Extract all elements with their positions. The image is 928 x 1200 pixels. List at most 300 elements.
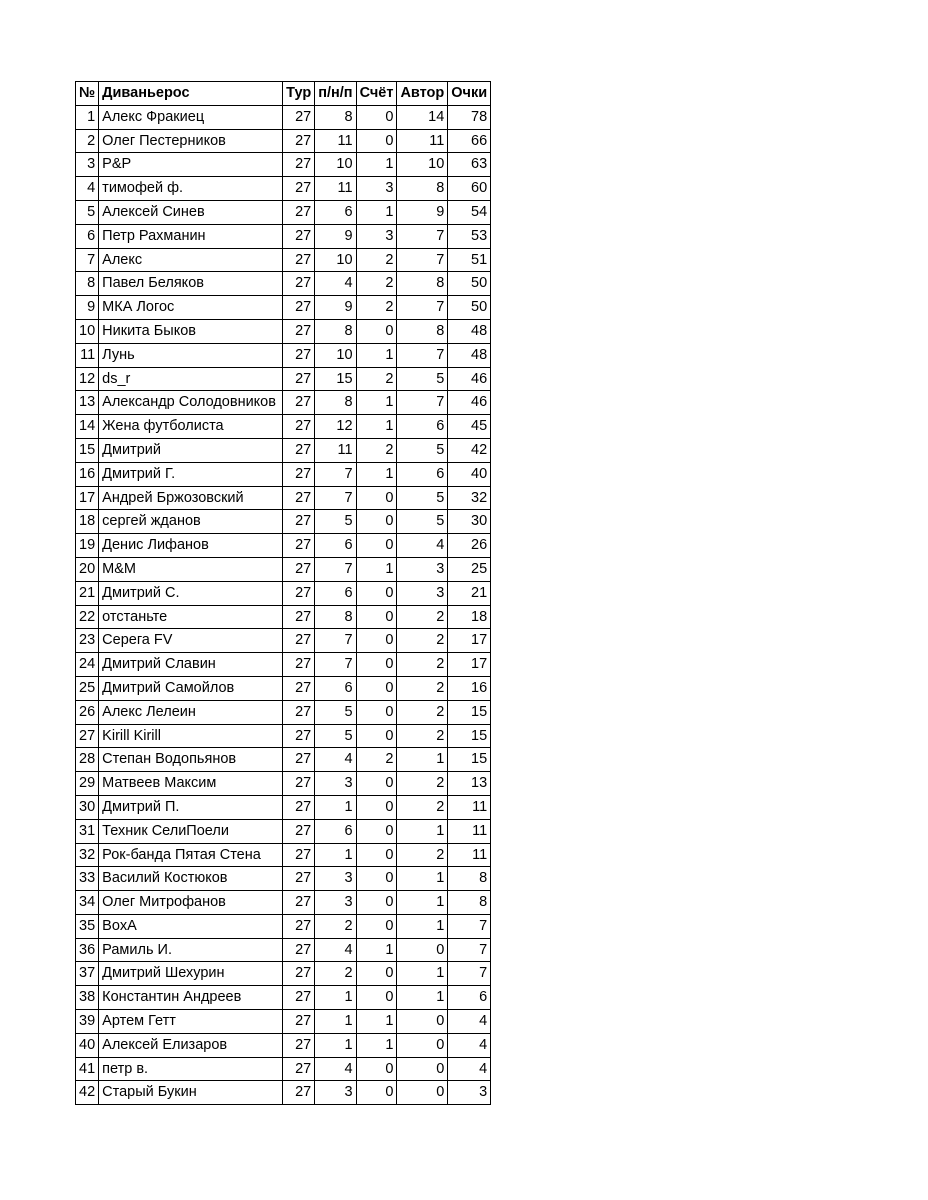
cell-round: 27 bbox=[283, 653, 315, 677]
cell-name: сергей жданов bbox=[99, 510, 283, 534]
cell-round: 27 bbox=[283, 914, 315, 938]
cell-score: 0 bbox=[356, 129, 397, 153]
cell-rank: 16 bbox=[76, 462, 99, 486]
cell-author: 11 bbox=[397, 129, 448, 153]
cell-rank: 4 bbox=[76, 177, 99, 201]
cell-score: 0 bbox=[356, 819, 397, 843]
cell-rank: 24 bbox=[76, 653, 99, 677]
cell-outcome: 9 bbox=[315, 296, 356, 320]
cell-outcome: 5 bbox=[315, 700, 356, 724]
table-row bbox=[76, 367, 491, 391]
cell-author: 7 bbox=[397, 248, 448, 272]
cell-round: 27 bbox=[283, 1081, 315, 1105]
cell-outcome: 6 bbox=[315, 819, 356, 843]
cell-score: 0 bbox=[356, 772, 397, 796]
cell-name: Олег Митрофанов bbox=[99, 891, 283, 915]
cell-rank: 38 bbox=[76, 986, 99, 1010]
cell-points: 4 bbox=[448, 1033, 491, 1057]
cell-name: Дмитрий bbox=[99, 438, 283, 462]
cell-points: 8 bbox=[448, 867, 491, 891]
cell-name: BoxA bbox=[99, 914, 283, 938]
cell-name: Лунь bbox=[99, 343, 283, 367]
cell-round: 27 bbox=[283, 605, 315, 629]
cell-outcome: 1 bbox=[315, 1033, 356, 1057]
cell-score: 3 bbox=[356, 177, 397, 201]
cell-round: 27 bbox=[283, 510, 315, 534]
cell-points: 66 bbox=[448, 129, 491, 153]
cell-rank: 29 bbox=[76, 772, 99, 796]
cell-rank: 7 bbox=[76, 248, 99, 272]
table-row bbox=[76, 581, 491, 605]
cell-outcome: 8 bbox=[315, 105, 356, 129]
cell-rank: 39 bbox=[76, 1010, 99, 1034]
cell-name: M&M bbox=[99, 557, 283, 581]
table-row bbox=[76, 1057, 491, 1081]
cell-name: петр в. bbox=[99, 1057, 283, 1081]
cell-rank: 13 bbox=[76, 391, 99, 415]
cell-points: 17 bbox=[448, 629, 491, 653]
cell-round: 27 bbox=[283, 581, 315, 605]
table-row bbox=[76, 248, 491, 272]
cell-score: 0 bbox=[356, 605, 397, 629]
cell-outcome: 9 bbox=[315, 224, 356, 248]
cell-rank: 17 bbox=[76, 486, 99, 510]
table-row bbox=[76, 748, 491, 772]
cell-rank: 34 bbox=[76, 891, 99, 915]
cell-author: 3 bbox=[397, 581, 448, 605]
cell-round: 27 bbox=[283, 748, 315, 772]
cell-rank: 21 bbox=[76, 581, 99, 605]
cell-outcome: 1 bbox=[315, 1010, 356, 1034]
cell-round: 27 bbox=[283, 343, 315, 367]
cell-score: 0 bbox=[356, 700, 397, 724]
cell-author: 2 bbox=[397, 676, 448, 700]
cell-round: 27 bbox=[283, 486, 315, 510]
cell-score: 0 bbox=[356, 319, 397, 343]
cell-rank: 12 bbox=[76, 367, 99, 391]
cell-points: 8 bbox=[448, 891, 491, 915]
cell-score: 3 bbox=[356, 224, 397, 248]
cell-round: 27 bbox=[283, 700, 315, 724]
cell-name: Андрей Бржозовский bbox=[99, 486, 283, 510]
cell-points: 26 bbox=[448, 534, 491, 558]
cell-rank: 40 bbox=[76, 1033, 99, 1057]
table-row bbox=[76, 462, 491, 486]
cell-name: Петр Рахманин bbox=[99, 224, 283, 248]
header-row bbox=[76, 82, 491, 106]
cell-points: 7 bbox=[448, 962, 491, 986]
cell-score: 1 bbox=[356, 1033, 397, 1057]
cell-author: 1 bbox=[397, 819, 448, 843]
cell-round: 27 bbox=[283, 462, 315, 486]
cell-points: 78 bbox=[448, 105, 491, 129]
cell-round: 27 bbox=[283, 629, 315, 653]
cell-score: 0 bbox=[356, 962, 397, 986]
cell-rank: 22 bbox=[76, 605, 99, 629]
cell-round: 27 bbox=[283, 296, 315, 320]
cell-name: Василий Костюков bbox=[99, 867, 283, 891]
cell-points: 50 bbox=[448, 272, 491, 296]
cell-rank: 26 bbox=[76, 700, 99, 724]
cell-outcome: 11 bbox=[315, 438, 356, 462]
cell-author: 1 bbox=[397, 962, 448, 986]
cell-score: 1 bbox=[356, 200, 397, 224]
cell-points: 18 bbox=[448, 605, 491, 629]
cell-outcome: 11 bbox=[315, 177, 356, 201]
cell-round: 27 bbox=[283, 129, 315, 153]
cell-name: Серега FV bbox=[99, 629, 283, 653]
cell-outcome: 3 bbox=[315, 891, 356, 915]
table-row bbox=[76, 1033, 491, 1057]
cell-author: 3 bbox=[397, 557, 448, 581]
cell-author: 10 bbox=[397, 153, 448, 177]
cell-rank: 20 bbox=[76, 557, 99, 581]
cell-rank: 18 bbox=[76, 510, 99, 534]
header-outcome: п/н/п bbox=[315, 82, 356, 106]
header-author: Автор bbox=[397, 82, 448, 106]
cell-round: 27 bbox=[283, 772, 315, 796]
cell-author: 2 bbox=[397, 629, 448, 653]
table-row bbox=[76, 200, 491, 224]
cell-points: 15 bbox=[448, 748, 491, 772]
cell-round: 27 bbox=[283, 272, 315, 296]
cell-name: Денис Лифанов bbox=[99, 534, 283, 558]
cell-round: 27 bbox=[283, 986, 315, 1010]
cell-author: 0 bbox=[397, 1010, 448, 1034]
cell-outcome: 3 bbox=[315, 1081, 356, 1105]
cell-author: 8 bbox=[397, 272, 448, 296]
cell-points: 48 bbox=[448, 343, 491, 367]
cell-name: Артем Гетт bbox=[99, 1010, 283, 1034]
table-row bbox=[76, 272, 491, 296]
cell-author: 2 bbox=[397, 795, 448, 819]
cell-score: 0 bbox=[356, 581, 397, 605]
cell-rank: 1 bbox=[76, 105, 99, 129]
table-row bbox=[76, 534, 491, 558]
cell-points: 6 bbox=[448, 986, 491, 1010]
cell-name: Павел Беляков bbox=[99, 272, 283, 296]
cell-points: 48 bbox=[448, 319, 491, 343]
cell-rank: 19 bbox=[76, 534, 99, 558]
cell-rank: 35 bbox=[76, 914, 99, 938]
cell-score: 0 bbox=[356, 1081, 397, 1105]
cell-name: Рок-банда Пятая Стена bbox=[99, 843, 283, 867]
cell-author: 6 bbox=[397, 462, 448, 486]
cell-outcome: 7 bbox=[315, 653, 356, 677]
cell-author: 2 bbox=[397, 772, 448, 796]
cell-score: 2 bbox=[356, 248, 397, 272]
header-rank: № bbox=[76, 82, 99, 106]
cell-round: 27 bbox=[283, 224, 315, 248]
standings-table bbox=[75, 81, 491, 1105]
cell-rank: 9 bbox=[76, 296, 99, 320]
cell-outcome: 5 bbox=[315, 724, 356, 748]
cell-points: 51 bbox=[448, 248, 491, 272]
table-row bbox=[76, 724, 491, 748]
cell-points: 11 bbox=[448, 843, 491, 867]
header-name: Диваньерос bbox=[99, 82, 283, 106]
header-score: Счёт bbox=[356, 82, 397, 106]
cell-name: Техник СелиПоели bbox=[99, 819, 283, 843]
cell-rank: 31 bbox=[76, 819, 99, 843]
cell-points: 4 bbox=[448, 1010, 491, 1034]
cell-name: Алекс Лелеин bbox=[99, 700, 283, 724]
cell-score: 2 bbox=[356, 296, 397, 320]
cell-outcome: 6 bbox=[315, 676, 356, 700]
cell-points: 46 bbox=[448, 391, 491, 415]
cell-outcome: 7 bbox=[315, 486, 356, 510]
table-row bbox=[76, 557, 491, 581]
cell-name: Старый Букин bbox=[99, 1081, 283, 1105]
cell-outcome: 7 bbox=[315, 629, 356, 653]
cell-author: 4 bbox=[397, 534, 448, 558]
cell-round: 27 bbox=[283, 1057, 315, 1081]
table-row bbox=[76, 962, 491, 986]
cell-points: 46 bbox=[448, 367, 491, 391]
cell-outcome: 7 bbox=[315, 462, 356, 486]
table-row bbox=[76, 391, 491, 415]
cell-outcome: 7 bbox=[315, 557, 356, 581]
cell-rank: 30 bbox=[76, 795, 99, 819]
cell-round: 27 bbox=[283, 367, 315, 391]
cell-points: 4 bbox=[448, 1057, 491, 1081]
table-row bbox=[76, 795, 491, 819]
table-row bbox=[76, 415, 491, 439]
table-row bbox=[76, 629, 491, 653]
cell-score: 0 bbox=[356, 534, 397, 558]
table-row bbox=[76, 676, 491, 700]
cell-rank: 15 bbox=[76, 438, 99, 462]
cell-rank: 10 bbox=[76, 319, 99, 343]
cell-outcome: 8 bbox=[315, 319, 356, 343]
cell-score: 1 bbox=[356, 938, 397, 962]
cell-points: 54 bbox=[448, 200, 491, 224]
cell-author: 7 bbox=[397, 224, 448, 248]
cell-score: 0 bbox=[356, 843, 397, 867]
cell-round: 27 bbox=[283, 534, 315, 558]
cell-points: 11 bbox=[448, 795, 491, 819]
cell-points: 30 bbox=[448, 510, 491, 534]
cell-score: 0 bbox=[356, 105, 397, 129]
cell-outcome: 10 bbox=[315, 153, 356, 177]
cell-outcome: 4 bbox=[315, 1057, 356, 1081]
cell-round: 27 bbox=[283, 891, 315, 915]
cell-score: 2 bbox=[356, 367, 397, 391]
cell-author: 9 bbox=[397, 200, 448, 224]
table-row bbox=[76, 914, 491, 938]
cell-score: 0 bbox=[356, 653, 397, 677]
cell-outcome: 2 bbox=[315, 962, 356, 986]
cell-points: 53 bbox=[448, 224, 491, 248]
cell-points: 7 bbox=[448, 938, 491, 962]
cell-name: ds_r bbox=[99, 367, 283, 391]
cell-score: 2 bbox=[356, 272, 397, 296]
cell-outcome: 8 bbox=[315, 391, 356, 415]
cell-rank: 5 bbox=[76, 200, 99, 224]
cell-points: 21 bbox=[448, 581, 491, 605]
cell-author: 6 bbox=[397, 415, 448, 439]
cell-outcome: 5 bbox=[315, 510, 356, 534]
cell-score: 0 bbox=[356, 510, 397, 534]
cell-points: 15 bbox=[448, 700, 491, 724]
cell-round: 27 bbox=[283, 177, 315, 201]
cell-name: Kirill Kirill bbox=[99, 724, 283, 748]
cell-round: 27 bbox=[283, 843, 315, 867]
cell-author: 0 bbox=[397, 1081, 448, 1105]
table-row bbox=[76, 867, 491, 891]
cell-score: 1 bbox=[356, 343, 397, 367]
cell-score: 0 bbox=[356, 795, 397, 819]
cell-name: Олег Пестерников bbox=[99, 129, 283, 153]
table-row bbox=[76, 1081, 491, 1105]
cell-score: 0 bbox=[356, 867, 397, 891]
cell-score: 1 bbox=[356, 391, 397, 415]
cell-name: Константин Андреев bbox=[99, 986, 283, 1010]
cell-points: 63 bbox=[448, 153, 491, 177]
cell-rank: 27 bbox=[76, 724, 99, 748]
cell-outcome: 15 bbox=[315, 367, 356, 391]
cell-outcome: 3 bbox=[315, 867, 356, 891]
cell-outcome: 6 bbox=[315, 200, 356, 224]
cell-author: 2 bbox=[397, 653, 448, 677]
cell-name: Дмитрий Самойлов bbox=[99, 676, 283, 700]
cell-score: 1 bbox=[356, 462, 397, 486]
table-row bbox=[76, 224, 491, 248]
cell-points: 60 bbox=[448, 177, 491, 201]
cell-name: Алекс bbox=[99, 248, 283, 272]
cell-author: 7 bbox=[397, 296, 448, 320]
cell-name: Александр Солодовников bbox=[99, 391, 283, 415]
table-row bbox=[76, 843, 491, 867]
cell-score: 0 bbox=[356, 629, 397, 653]
cell-name: Рамиль И. bbox=[99, 938, 283, 962]
table-row bbox=[76, 1010, 491, 1034]
table-row bbox=[76, 605, 491, 629]
cell-author: 5 bbox=[397, 510, 448, 534]
cell-author: 1 bbox=[397, 748, 448, 772]
cell-score: 0 bbox=[356, 891, 397, 915]
cell-round: 27 bbox=[283, 867, 315, 891]
table-row bbox=[76, 438, 491, 462]
cell-author: 2 bbox=[397, 724, 448, 748]
cell-outcome: 11 bbox=[315, 129, 356, 153]
cell-author: 1 bbox=[397, 891, 448, 915]
cell-name: Дмитрий П. bbox=[99, 795, 283, 819]
cell-score: 0 bbox=[356, 486, 397, 510]
table-row bbox=[76, 105, 491, 129]
cell-outcome: 8 bbox=[315, 605, 356, 629]
cell-rank: 42 bbox=[76, 1081, 99, 1105]
table-row bbox=[76, 819, 491, 843]
cell-round: 27 bbox=[283, 819, 315, 843]
cell-author: 2 bbox=[397, 843, 448, 867]
cell-outcome: 4 bbox=[315, 938, 356, 962]
cell-rank: 3 bbox=[76, 153, 99, 177]
table-row bbox=[76, 653, 491, 677]
cell-author: 0 bbox=[397, 1057, 448, 1081]
cell-rank: 33 bbox=[76, 867, 99, 891]
cell-author: 1 bbox=[397, 867, 448, 891]
cell-score: 0 bbox=[356, 724, 397, 748]
cell-score: 0 bbox=[356, 986, 397, 1010]
cell-score: 1 bbox=[356, 415, 397, 439]
cell-points: 16 bbox=[448, 676, 491, 700]
cell-round: 27 bbox=[283, 415, 315, 439]
cell-points: 32 bbox=[448, 486, 491, 510]
cell-name: Матвеев Максим bbox=[99, 772, 283, 796]
table-row bbox=[76, 700, 491, 724]
cell-author: 5 bbox=[397, 367, 448, 391]
cell-name: P&P bbox=[99, 153, 283, 177]
header-round: Тур bbox=[283, 82, 315, 106]
cell-round: 27 bbox=[283, 153, 315, 177]
cell-name: Жена футболиста bbox=[99, 415, 283, 439]
cell-points: 15 bbox=[448, 724, 491, 748]
cell-round: 27 bbox=[283, 319, 315, 343]
table-row bbox=[76, 486, 491, 510]
cell-round: 27 bbox=[283, 1033, 315, 1057]
cell-author: 7 bbox=[397, 343, 448, 367]
cell-points: 25 bbox=[448, 557, 491, 581]
cell-outcome: 4 bbox=[315, 272, 356, 296]
cell-name: тимофей ф. bbox=[99, 177, 283, 201]
table-row bbox=[76, 938, 491, 962]
cell-name: Алексей Елизаров bbox=[99, 1033, 283, 1057]
cell-author: 5 bbox=[397, 486, 448, 510]
cell-name: Дмитрий С. bbox=[99, 581, 283, 605]
cell-round: 27 bbox=[283, 676, 315, 700]
cell-rank: 8 bbox=[76, 272, 99, 296]
cell-round: 27 bbox=[283, 200, 315, 224]
cell-points: 13 bbox=[448, 772, 491, 796]
cell-rank: 41 bbox=[76, 1057, 99, 1081]
cell-author: 7 bbox=[397, 391, 448, 415]
cell-outcome: 4 bbox=[315, 748, 356, 772]
cell-rank: 28 bbox=[76, 748, 99, 772]
cell-rank: 11 bbox=[76, 343, 99, 367]
cell-author: 14 bbox=[397, 105, 448, 129]
cell-round: 27 bbox=[283, 105, 315, 129]
cell-author: 1 bbox=[397, 914, 448, 938]
header-points: Очки bbox=[448, 82, 491, 106]
cell-outcome: 12 bbox=[315, 415, 356, 439]
table-row bbox=[76, 772, 491, 796]
table-row bbox=[76, 177, 491, 201]
cell-author: 8 bbox=[397, 319, 448, 343]
cell-name: Алексей Синев bbox=[99, 200, 283, 224]
cell-round: 27 bbox=[283, 938, 315, 962]
table-row bbox=[76, 129, 491, 153]
cell-author: 0 bbox=[397, 1033, 448, 1057]
cell-score: 1 bbox=[356, 557, 397, 581]
cell-score: 1 bbox=[356, 153, 397, 177]
cell-name: Дмитрий Славин bbox=[99, 653, 283, 677]
cell-name: Алекс Фракиец bbox=[99, 105, 283, 129]
table-row bbox=[76, 510, 491, 534]
table-row bbox=[76, 891, 491, 915]
cell-outcome: 6 bbox=[315, 581, 356, 605]
cell-outcome: 1 bbox=[315, 795, 356, 819]
cell-round: 27 bbox=[283, 795, 315, 819]
cell-author: 2 bbox=[397, 605, 448, 629]
cell-outcome: 1 bbox=[315, 843, 356, 867]
cell-score: 1 bbox=[356, 1010, 397, 1034]
cell-author: 5 bbox=[397, 438, 448, 462]
cell-author: 8 bbox=[397, 177, 448, 201]
cell-rank: 32 bbox=[76, 843, 99, 867]
cell-outcome: 6 bbox=[315, 534, 356, 558]
cell-score: 2 bbox=[356, 438, 397, 462]
